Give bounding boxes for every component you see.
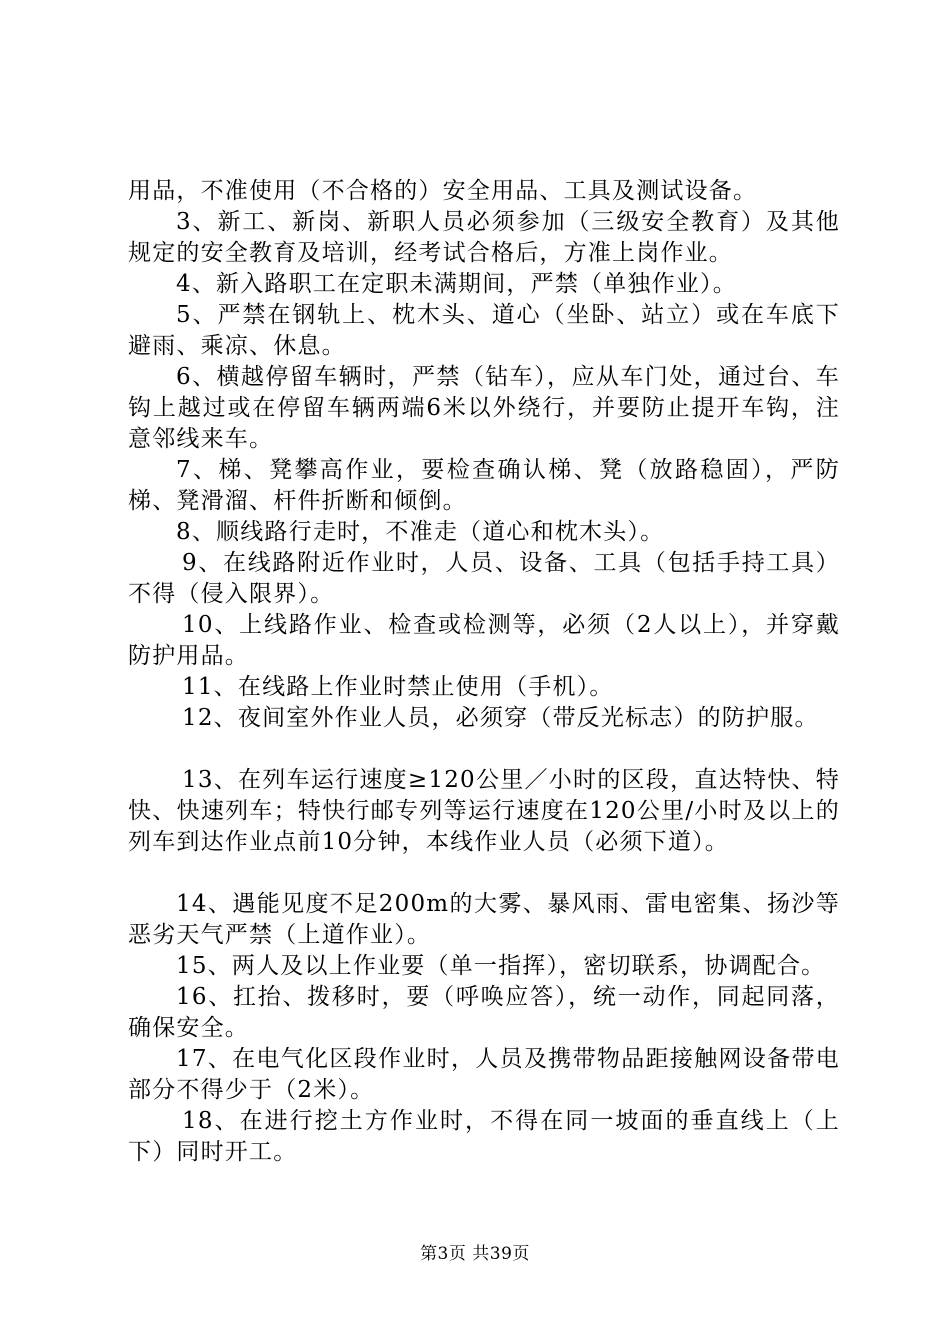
paragraph-item-16: 16、扛抬、拨移时，要（呼唤应答），统一动作，同起同落，确保安全。: [128, 984, 840, 1041]
paragraph-item-8: 8、顺线路行走时，不准走（道心和枕木头）。: [176, 519, 665, 545]
paragraph-item-17: 17、在电气化区段作业时，人员及携带物品距接触网设备带电部分不得少于（2米）。: [128, 1046, 840, 1103]
page-number-footer: 第3页 共39页: [420, 1244, 530, 1264]
paragraph-continuation: 用品，不准使用（不合格的）安全用品、工具及测试设备。: [128, 178, 758, 204]
paragraph-item-13: 13、在列车运行速度≥120公里／小时的区段，直达特快、特快、快速列车；特快行邮专列等运行速度在120公里/小时及以上的列车到达作业点前10分钟，本线作业人员（必须下道）。: [128, 767, 840, 855]
paragraph-item-9: 9、在线路附近作业时，人员、设备、工具（包括手持工具）不得（侵入限界）。: [128, 550, 840, 607]
paragraph-item-10: 10、上线路作业、检查或检测等，必须（2人以上），并穿戴防护用品。: [128, 612, 840, 669]
paragraph-item-15: 15、两人及以上作业要（单一指挥），密切联系，协调配合。: [176, 953, 826, 979]
document-body: [128, 176, 840, 1168]
paragraph-item-3: 3、新工、新岗、新职人员必须参加（三级安全教育）及其他规定的安全教育及培训，经考试合格后，方准上岗作业。: [128, 209, 840, 266]
paragraph-item-11: 11、在线路上作业时禁止使用（手机）。: [182, 674, 614, 700]
paragraph-item-5: 5、严禁在钢轨上、枕木头、道心（坐卧、站立）或在车底下避雨、乘凉、休息。: [128, 302, 840, 359]
paragraph-item-4: 4、新入路职工在定职未满期间，严禁（单独作业）。: [176, 271, 737, 297]
paragraph-item-12: 12、夜间室外作业人员，必须穿（带反光标志）的防护服。: [182, 705, 819, 731]
paragraph-item-18: 18、在进行挖土方作业时，不得在同一坡面的垂直线上（上下）同时开工。: [128, 1108, 840, 1165]
paragraph-item-7: 7、梯、凳攀高作业，要检查确认梯、凳（放路稳固），严防梯、凳滑溜、杆件折断和倾倒。: [128, 457, 840, 514]
paragraph-item-6: 6、横越停留车辆时，严禁（钻车），应从车门处，通过台、车钩上越过或在停留车辆两端6米以外绕行，并要防止提开车钩，注意邻线来车。: [128, 364, 840, 452]
paragraph-item-14: 14、遇能见度不足200m的大雾、暴风雨、雷电密集、扬沙等恶劣天气严禁（上道作业）。: [128, 891, 840, 948]
